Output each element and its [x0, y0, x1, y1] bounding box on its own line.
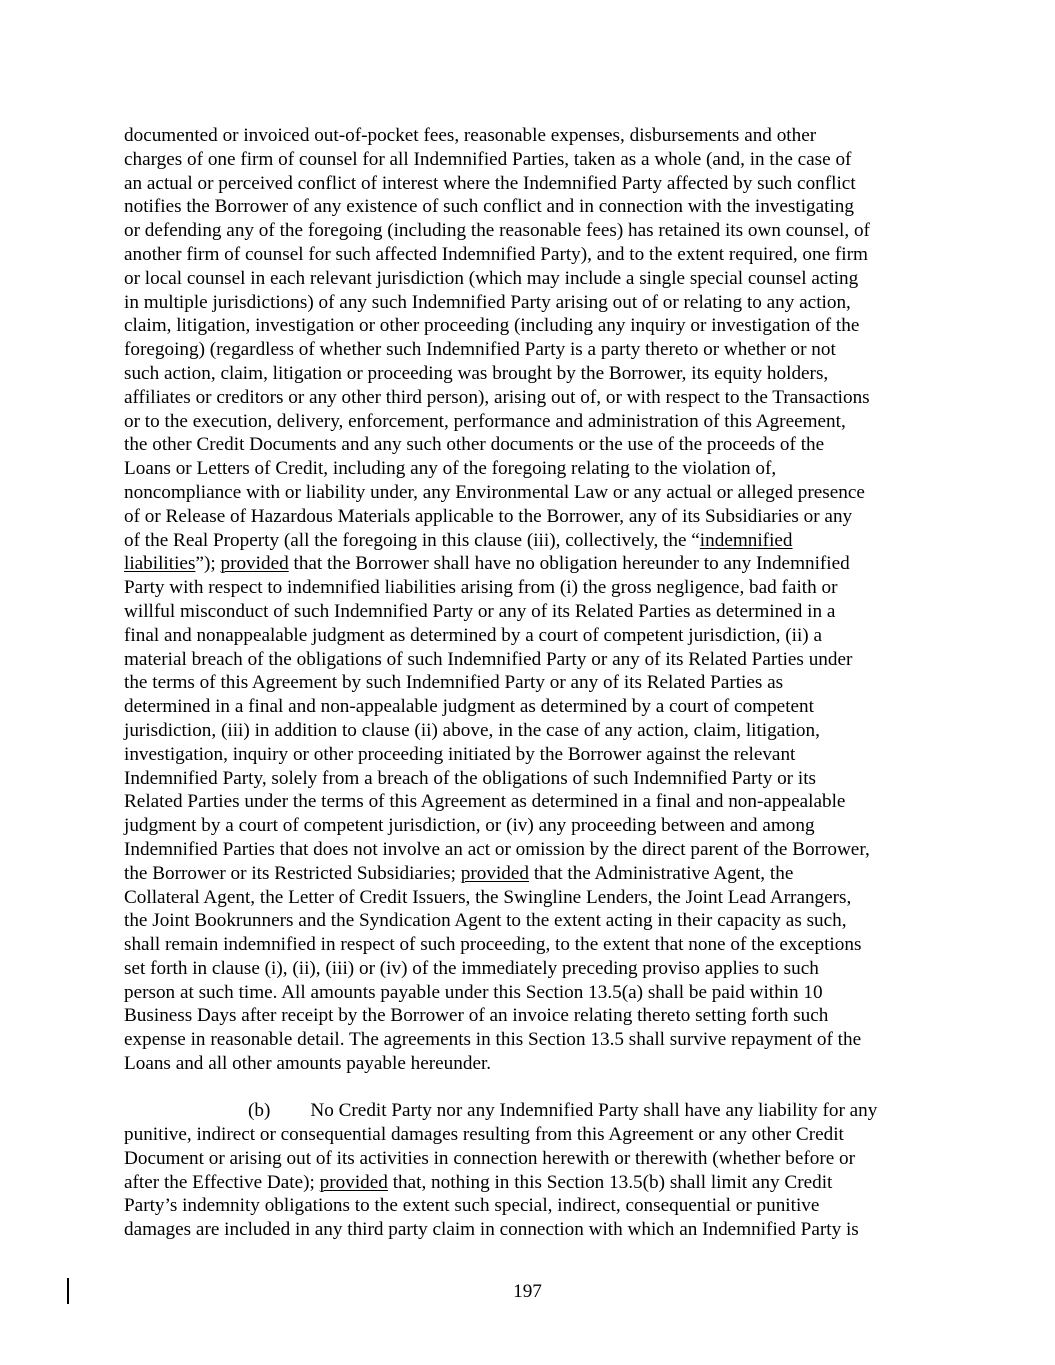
text-line: Indemnified Parties that does not involve an act or omission by the direct parent of the Borrower, [124, 838, 870, 860]
text-line: investigation, inquiry or other proceeding initiated by the Borrower against the relevant [124, 743, 796, 765]
text-line: Party with respect to indemnified liabilities arising from (i) the gross negligence, bad faith or [124, 577, 838, 599]
text-line: charges of one firm of counsel for all Indemnified Parties, taken as a whole (and, in the case of [124, 148, 852, 170]
defined-term: indemnified [699, 529, 793, 551]
text-line: judgment by a court of competent jurisdiction, or (iv) any proceeding between and among [124, 815, 815, 837]
text-line: affiliates or creditors or any other third person), arising out of, or with respect to the Transactions [124, 386, 870, 408]
text-line: an actual or perceived conflict of interest where the Indemnified Party affected by such conflict [124, 172, 856, 194]
text-line: foregoing) (regardless of whether such Indemnified Party is a party thereto or whether or not [124, 339, 836, 361]
text-line: Indemnified Party, solely from a breach of the obligations of such Indemnified Party or its [124, 767, 816, 789]
text-line [124, 529, 934, 553]
text-line: another firm of counsel for such affected Indemnified Party), and to the extent required, one firm [124, 243, 868, 265]
text-span: that the Administrative Agent, the [529, 862, 794, 884]
text-line [124, 552, 934, 576]
text-line: final and nonappealable judgment as determined by a court of competent jurisdiction, (ii) a [124, 624, 822, 646]
text-span: No Credit Party nor any Indemnified Party shall have any liability for any [310, 1100, 878, 1122]
provided-term: provided [220, 553, 289, 575]
text-line: damages are included in any third party claim in connection with which an Indemnified Party is [124, 1219, 859, 1241]
text-line: notifies the Borrower of any existence of such conflict and in connection with the investigating [124, 196, 854, 218]
text-line: willful misconduct of such Indemnified Party or any of its Related Parties as determined in a [124, 600, 836, 622]
text-line: Collateral Agent, the Letter of Credit Issuers, the Swingline Lenders, the Joint Lead Arrangers, [124, 886, 852, 908]
text-line: Party’s indemnity obligations to the extent such special, indirect, consequential or punitive [124, 1195, 820, 1217]
clause-label: (b) [248, 1100, 271, 1122]
text-line: shall remain indemnified in respect of such proceeding, to the extent that none of the exceptions [124, 934, 862, 956]
text-line: Loans and all other amounts payable hereunder. [124, 1053, 492, 1075]
text-line: punitive, indirect or consequential damages resulting from this Agreement or any other Credit [124, 1124, 844, 1146]
text-span: that the Borrower shall have no obligation hereunder to any Indemnified [288, 553, 850, 575]
text-line: jurisdiction, (iii) in addition to clause (ii) above, in the case of any action, claim, litigation, [124, 719, 820, 741]
text-span: the Borrower or its Restricted Subsidiaries; [124, 862, 461, 884]
text-span: ”); [195, 553, 221, 575]
body-text [124, 124, 934, 1242]
text-line: the Joint Bookrunners and the Syndication Agent to the extent acting in their capacity as such, [124, 910, 847, 932]
text-span: that, nothing in this Section 13.5(b) shall limit any Credit [387, 1171, 833, 1193]
text-line: in multiple jurisdictions) of any such Indemnified Party arising out of or relating to any action, [124, 291, 851, 313]
text-line: such action, claim, litigation or proceeding was brought by the Borrower, its equity holders, [124, 362, 829, 384]
text-line: or defending any of the foregoing (including the reasonable fees) has retained its own counsel, of [124, 220, 870, 242]
text-line: claim, litigation, investigation or other proceeding (including any inquiry or investigation of the [124, 315, 860, 337]
text-line: Loans or Letters of Credit, including any of the foregoing relating to the violation of, [124, 458, 777, 480]
text-line: Document or arising out of its activities in connection herewith or therewith (whether before or [124, 1147, 856, 1169]
text-line: person at such time. All amounts payable under this Section 13.5(a) shall be paid within 10 [124, 981, 823, 1003]
text-line: the terms of this Agreement by such Indemnified Party or any of its Related Parties as [124, 672, 784, 694]
text-span: of the Real Property (all the foregoing in this clause (iii), collectively, the “ [124, 529, 700, 551]
defined-term: liabilities [124, 553, 196, 575]
text-line: of or Release of Hazardous Materials applicable to the Borrower, any of its Subsidiaries or any [124, 505, 853, 527]
text-line: expense in reasonable detail. The agreements in this Section 13.5 shall survive repayment of the [124, 1029, 862, 1051]
text-line [124, 862, 934, 886]
text-line: the other Credit Documents and any such other documents or the use of the proceeds of the [124, 434, 825, 456]
text-line: noncompliance with or liability under, any Environmental Law or any actual or alleged presence [124, 481, 865, 503]
page-number: 197 [513, 1281, 542, 1302]
text-line: or local counsel in each relevant jurisdiction (which may include a single special counsel acting [124, 267, 859, 289]
text-line: Business Days after receipt by the Borrower of an invoice relating thereto setting forth such [124, 1005, 829, 1027]
text-line [124, 1171, 934, 1195]
text-line: or to the execution, delivery, enforcement, performance and administration of this Agreement, [124, 410, 846, 432]
text-line: documented or invoiced out-of-pocket fees, reasonable expenses, disbursements and other [124, 125, 817, 146]
provided-term: provided [460, 862, 530, 884]
text-line [124, 1099, 934, 1123]
paragraph-gap [124, 1076, 934, 1099]
text-line: determined in a final and non-appealable judgment as determined by a court of competent [124, 696, 814, 718]
text-line: material breach of the obligations of such Indemnified Party or any of its Related Parties under [124, 648, 853, 670]
text-span: after the Effective Date); [124, 1171, 320, 1193]
provided-term: provided [319, 1171, 388, 1193]
text-line: Related Parties under the terms of this Agreement as determined in a final and non-appealable [124, 791, 846, 813]
text-line: set forth in clause (i), (ii), (iii) or (iv) of the immediately preceding proviso applies to such [124, 957, 819, 979]
